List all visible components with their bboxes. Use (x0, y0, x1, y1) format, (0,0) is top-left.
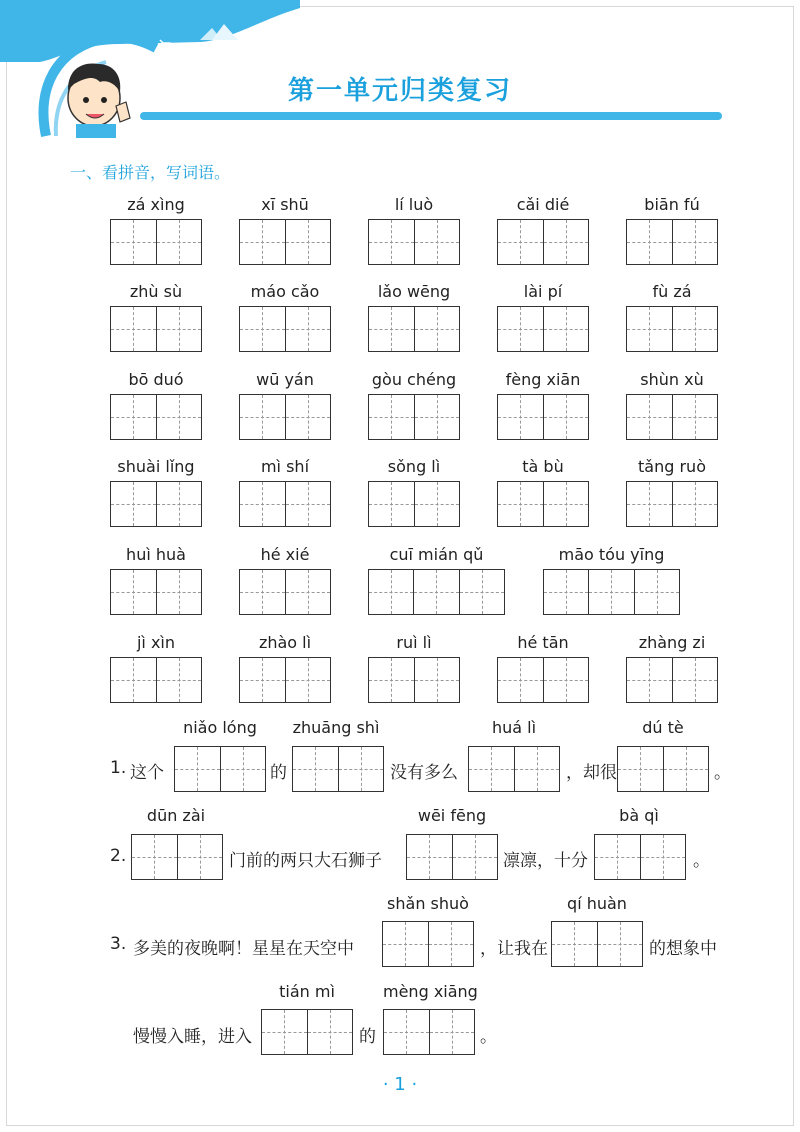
word-14-writing-grid[interactable] (497, 394, 589, 440)
writing-cell[interactable] (240, 307, 285, 351)
word-1-pinyin: zá xìng (127, 195, 185, 214)
sentence-3-grid-3[interactable] (261, 1009, 353, 1055)
sentence-1-grid-1[interactable] (174, 746, 266, 792)
writing-cell[interactable] (156, 395, 202, 439)
writing-cell[interactable] (285, 658, 331, 702)
word-8-writing-grid[interactable] (368, 306, 460, 352)
sentence-3-pinyin-4: mèng xiāng (383, 982, 478, 1001)
mascot-boy-illustration (16, 18, 166, 138)
section-heading: 一、看拼音，写词语。 (70, 163, 231, 182)
writing-cell[interactable] (156, 307, 202, 351)
writing-cell[interactable] (111, 482, 156, 526)
sentence-2-text-2: 凛凛，十分 (503, 851, 588, 871)
sentence-1-number: 1. (110, 758, 127, 778)
writing-cell[interactable] (672, 395, 718, 439)
writing-cell[interactable] (414, 307, 460, 351)
sentence-2-text-3: 。 (693, 851, 710, 871)
word-28-writing-grid[interactable] (497, 657, 589, 703)
word-7-pinyin: máo cǎo (250, 282, 320, 301)
writing-cell[interactable] (111, 570, 156, 614)
word-21-pinyin: huì huà (126, 545, 186, 564)
word-1-writing-grid[interactable] (110, 219, 202, 265)
writing-cell[interactable] (543, 307, 589, 351)
sentence-3-grid-2[interactable] (551, 921, 643, 967)
writing-cell[interactable] (498, 658, 543, 702)
page-number: · 1 · (382, 1074, 418, 1095)
word-26-pinyin: zhào lì (258, 633, 312, 652)
writing-cell[interactable] (413, 570, 458, 614)
sentence-2-pinyin-1: dūn zài (146, 806, 206, 825)
word-12-writing-grid[interactable] (239, 394, 331, 440)
writing-cell[interactable] (498, 395, 543, 439)
sentence-3-grid-4[interactable] (383, 1009, 475, 1055)
word-17-pinyin: mì shí (260, 457, 310, 476)
word-12-pinyin: wū yán (256, 370, 314, 389)
sentence-1-grid-4[interactable] (617, 746, 709, 792)
sentence-1-text-3: 没有多么 (390, 763, 458, 783)
word-6-writing-grid[interactable] (110, 306, 202, 352)
sentence-3-text-2: ，让我在 (480, 939, 548, 959)
writing-cell[interactable] (588, 570, 633, 614)
writing-cell[interactable] (156, 220, 202, 264)
word-23-writing-grid[interactable] (368, 569, 505, 615)
writing-cell[interactable] (111, 307, 156, 351)
writing-cell[interactable] (627, 395, 672, 439)
word-3-writing-grid[interactable] (368, 219, 460, 265)
word-22-pinyin: hé xié (260, 545, 310, 564)
writing-cell[interactable] (672, 220, 718, 264)
writing-cell[interactable] (543, 482, 589, 526)
writing-cell[interactable] (414, 220, 460, 264)
writing-cell[interactable] (111, 658, 156, 702)
writing-cell[interactable] (414, 395, 460, 439)
word-9-pinyin: lài pí (523, 282, 563, 301)
sentence-1-grid-2[interactable] (292, 746, 384, 792)
sentence-2-text-1: 门前的两只大石狮子 (229, 851, 382, 871)
writing-cell[interactable] (156, 482, 202, 526)
sentence-1-text-4: ，却很 (566, 763, 617, 783)
writing-cell[interactable] (627, 658, 672, 702)
word-18-pinyin: sǒng lì (387, 457, 441, 476)
word-19-writing-grid[interactable] (497, 481, 589, 527)
writing-cell[interactable] (672, 658, 718, 702)
word-9-writing-grid[interactable] (497, 306, 589, 352)
word-29-writing-grid[interactable] (626, 657, 718, 703)
writing-cell[interactable] (627, 307, 672, 351)
word-13-writing-grid[interactable] (368, 394, 460, 440)
writing-cell[interactable] (111, 395, 156, 439)
sentence-3-number: 3. (110, 934, 127, 954)
sentence-1-pinyin-4: dú tè (642, 718, 684, 737)
writing-cell[interactable] (285, 307, 331, 351)
writing-cell[interactable] (672, 482, 718, 526)
word-20-writing-grid[interactable] (626, 481, 718, 527)
writing-cell[interactable] (240, 658, 285, 702)
writing-cell[interactable] (498, 307, 543, 351)
word-26-writing-grid[interactable] (239, 657, 331, 703)
writing-cell[interactable] (369, 570, 413, 614)
writing-cell[interactable] (369, 482, 414, 526)
sentence-2-grid-1[interactable] (131, 834, 223, 880)
sentence-2-grid-2[interactable] (406, 834, 498, 880)
word-17-writing-grid[interactable] (239, 481, 331, 527)
word-29-pinyin: zhàng zi (638, 633, 706, 652)
writing-cell[interactable] (414, 658, 460, 702)
writing-cell[interactable] (627, 482, 672, 526)
word-24-writing-grid[interactable] (543, 569, 680, 615)
word-20-pinyin: tǎng ruò (638, 457, 706, 476)
word-16-pinyin: shuài lǐng (117, 457, 195, 476)
writing-cell[interactable] (498, 482, 543, 526)
writing-cell[interactable] (459, 570, 504, 614)
writing-cell[interactable] (285, 482, 331, 526)
page-title: 第一单元归类复习 (287, 76, 512, 106)
word-4-writing-grid[interactable] (497, 219, 589, 265)
word-18-writing-grid[interactable] (368, 481, 460, 527)
sentence-1-text-1: 这个 (130, 763, 164, 783)
word-5-writing-grid[interactable] (626, 219, 718, 265)
word-22-writing-grid[interactable] (239, 569, 331, 615)
sentence-1-grid-3[interactable] (468, 746, 560, 792)
writing-cell[interactable] (369, 220, 414, 264)
word-21-writing-grid[interactable] (110, 569, 202, 615)
word-25-writing-grid[interactable] (110, 657, 202, 703)
word-10-pinyin: fù zá (652, 282, 692, 301)
writing-cell[interactable] (369, 658, 414, 702)
sentence-1-pinyin-3: huá lì (491, 718, 537, 737)
sentence-2-grid-3[interactable] (594, 834, 686, 880)
word-24-pinyin: māo tóu yīng (558, 545, 665, 564)
word-27-writing-grid[interactable] (368, 657, 460, 703)
sentence-1-pinyin-1: niǎo lóng (183, 718, 257, 737)
sentence-3-pinyin-2: qí huàn (567, 894, 627, 913)
writing-cell[interactable] (285, 395, 331, 439)
writing-cell[interactable] (672, 307, 718, 351)
sentence-3-text-6: 。 (480, 1027, 497, 1047)
writing-cell[interactable] (111, 220, 156, 264)
writing-cell[interactable] (285, 570, 331, 614)
word-23-pinyin: cuī mián qǔ (389, 545, 484, 564)
word-2-pinyin: xī shū (261, 195, 309, 214)
word-8-pinyin: lǎo wēng (377, 282, 451, 301)
word-25-pinyin: jì xìn (136, 633, 176, 652)
word-13-pinyin: gòu chéng (371, 370, 457, 389)
writing-cell[interactable] (543, 220, 589, 264)
word-7-writing-grid[interactable] (239, 306, 331, 352)
sentence-3-grid-1[interactable] (382, 921, 474, 967)
word-6-pinyin: zhù sù (129, 282, 183, 301)
word-27-pinyin: ruì lì (396, 633, 432, 652)
word-2-writing-grid[interactable] (239, 219, 331, 265)
sentence-2-number: 2. (110, 846, 127, 866)
header-bar (140, 112, 722, 120)
word-4-pinyin: cǎi dié (516, 195, 570, 214)
writing-cell[interactable] (414, 482, 460, 526)
sentence-2-pinyin-2: wēi fēng (417, 806, 487, 825)
writing-cell[interactable] (240, 220, 285, 264)
writing-cell[interactable] (543, 395, 589, 439)
writing-cell[interactable] (285, 220, 331, 264)
word-19-pinyin: tà bù (522, 457, 564, 476)
sentence-1-text-2: 的 (270, 763, 287, 783)
writing-cell[interactable] (240, 570, 285, 614)
word-15-pinyin: shùn xù (640, 370, 704, 389)
word-11-pinyin: bō duó (128, 370, 184, 389)
writing-cell[interactable] (543, 658, 589, 702)
word-28-pinyin: hé tān (517, 633, 569, 652)
sentence-3-text-5: 的 (359, 1027, 376, 1047)
word-10-writing-grid[interactable] (626, 306, 718, 352)
sentence-3-pinyin-3: tián mì (279, 982, 335, 1001)
writing-cell[interactable] (156, 658, 202, 702)
sentence-3-text-3: 的想象中 (649, 939, 717, 959)
sentence-3-pinyin-1: shǎn shuò (387, 894, 469, 913)
writing-cell[interactable] (627, 220, 672, 264)
writing-cell[interactable] (240, 482, 285, 526)
writing-cell[interactable] (240, 395, 285, 439)
word-16-writing-grid[interactable] (110, 481, 202, 527)
word-3-pinyin: lí luò (394, 195, 434, 214)
sentence-3-text-4: 慢慢入睡，进入 (133, 1027, 252, 1047)
sentence-2-pinyin-3: bà qì (619, 806, 659, 825)
sentence-3-text-1: 多美的夜晚啊！星星在天空中 (133, 939, 354, 959)
word-11-writing-grid[interactable] (110, 394, 202, 440)
writing-cell[interactable] (498, 220, 543, 264)
word-14-pinyin: fèng xiān (505, 370, 581, 389)
writing-cell[interactable] (634, 570, 679, 614)
sentence-1-pinyin-2: zhuāng shì (292, 718, 380, 737)
writing-cell[interactable] (544, 570, 588, 614)
writing-cell[interactable] (156, 570, 202, 614)
word-15-writing-grid[interactable] (626, 394, 718, 440)
writing-cell[interactable] (369, 307, 414, 351)
writing-cell[interactable] (369, 395, 414, 439)
sentence-1-text-5: 。 (714, 763, 731, 783)
word-5-pinyin: biān fú (644, 195, 700, 214)
